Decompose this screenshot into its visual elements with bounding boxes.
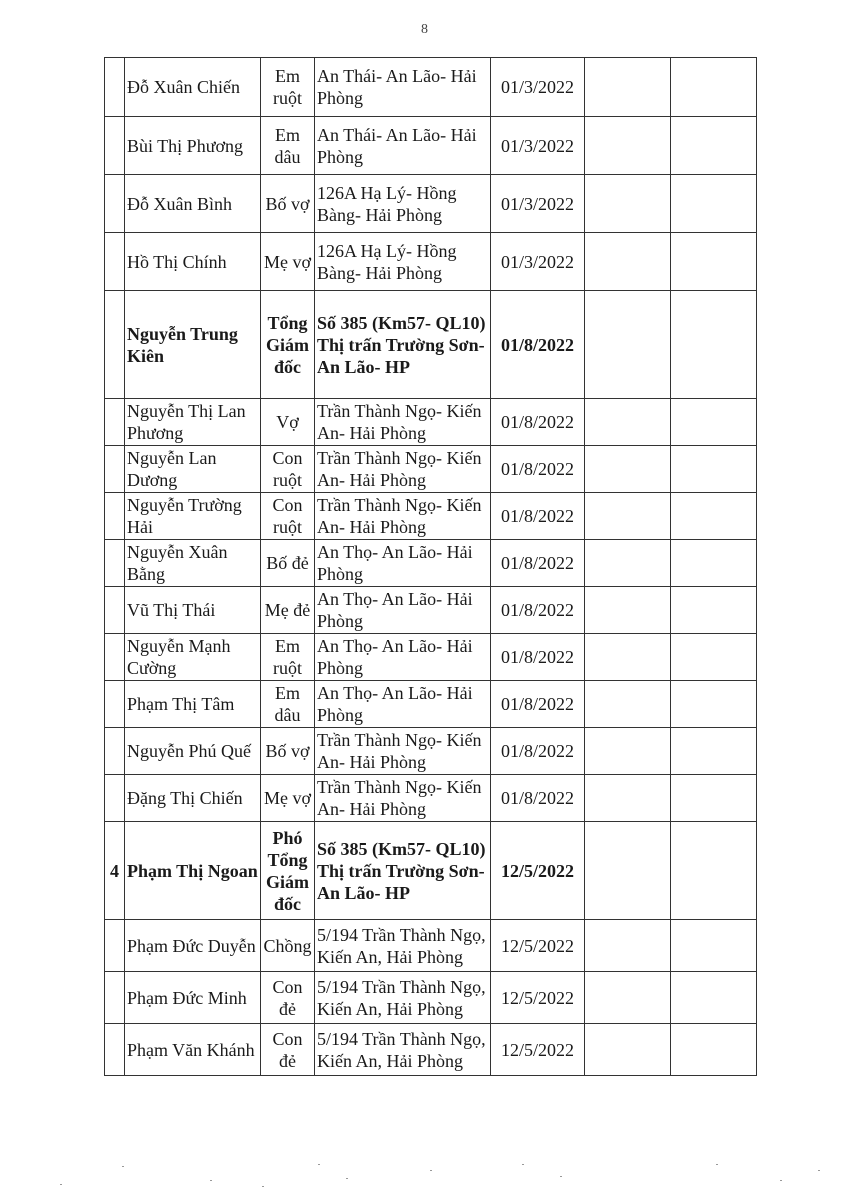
relation-cell: Tổng Giám đốc	[261, 291, 315, 399]
name-cell: Nguyễn Phú Quế	[125, 728, 261, 775]
stt-cell	[105, 920, 125, 972]
name-cell: Bùi Thị Phương	[125, 117, 261, 175]
relation-cell: Phó Tổng Giám đốc	[261, 822, 315, 920]
table-row	[105, 117, 757, 175]
empty-cell	[671, 972, 757, 1024]
name-cell: Phạm Đức Minh	[125, 972, 261, 1024]
table-row	[105, 775, 757, 822]
address-cell: 5/194 Trần Thành Ngọ, Kiến An, Hải Phòng	[315, 972, 491, 1024]
address-cell: An Thọ- An Lão- Hải Phòng	[315, 681, 491, 728]
empty-cell	[585, 972, 671, 1024]
address-cell: An Thọ- An Lão- Hải Phòng	[315, 540, 491, 587]
empty-cell	[585, 58, 671, 117]
relation-cell: Em dâu	[261, 117, 315, 175]
date-cell: 12/5/2022	[491, 1024, 585, 1076]
empty-cell	[671, 920, 757, 972]
date-cell: 01/3/2022	[491, 117, 585, 175]
name-cell: Đỗ Xuân Chiến	[125, 58, 261, 117]
empty-cell	[671, 728, 757, 775]
relation-cell: Mẹ đẻ	[261, 587, 315, 634]
name-cell: Phạm Thị Tâm	[125, 681, 261, 728]
date-cell: 12/5/2022	[491, 920, 585, 972]
stt-cell	[105, 399, 125, 446]
relation-cell: Em dâu	[261, 681, 315, 728]
empty-cell	[671, 681, 757, 728]
address-cell: 5/194 Trần Thành Ngọ, Kiến An, Hải Phòng	[315, 920, 491, 972]
name-cell: Phạm Thị Ngoan	[125, 822, 261, 920]
empty-cell	[671, 634, 757, 681]
relation-cell: Mẹ vợ	[261, 233, 315, 291]
empty-cell	[585, 233, 671, 291]
empty-cell	[585, 399, 671, 446]
empty-cell	[585, 291, 671, 399]
address-cell: Số 385 (Km57- QL10) Thị trấn Trường Sơn- An Lão- HP	[315, 822, 491, 920]
address-cell: An Thọ- An Lão- Hải Phòng	[315, 587, 491, 634]
address-cell: Trần Thành Ngọ- Kiến An- Hải Phòng	[315, 728, 491, 775]
date-cell: 01/8/2022	[491, 540, 585, 587]
empty-cell	[671, 117, 757, 175]
empty-cell	[671, 446, 757, 493]
empty-cell	[671, 291, 757, 399]
name-cell: Nguyễn Trường Hải	[125, 493, 261, 540]
stt-cell	[105, 493, 125, 540]
address-cell: An Thái- An Lão- Hải Phòng	[315, 117, 491, 175]
stt-cell: 4	[105, 822, 125, 920]
empty-cell	[671, 399, 757, 446]
empty-cell	[671, 775, 757, 822]
address-cell: Trần Thành Ngọ- Kiến An- Hải Phòng	[315, 493, 491, 540]
name-cell: Đỗ Xuân Bình	[125, 175, 261, 233]
address-cell: 126A Hạ Lý- Hồng Bàng- Hải Phòng	[315, 175, 491, 233]
address-cell: Số 385 (Km57- QL10) Thị trấn Trường Sơn- An Lão- HP	[315, 291, 491, 399]
stt-cell	[105, 291, 125, 399]
empty-cell	[585, 117, 671, 175]
name-cell: Vũ Thị Thái	[125, 587, 261, 634]
address-cell: 5/194 Trần Thành Ngọ, Kiến An, Hải Phòng	[315, 1024, 491, 1076]
empty-cell	[585, 634, 671, 681]
date-cell: 12/5/2022	[491, 972, 585, 1024]
empty-cell	[585, 1024, 671, 1076]
table-row	[105, 446, 757, 493]
stt-cell	[105, 681, 125, 728]
stt-cell	[105, 1024, 125, 1076]
name-cell: Phạm Văn Khánh	[125, 1024, 261, 1076]
relation-cell: Bố vợ	[261, 728, 315, 775]
empty-cell	[585, 775, 671, 822]
empty-cell	[671, 233, 757, 291]
empty-cell	[585, 681, 671, 728]
empty-cell	[585, 540, 671, 587]
empty-cell	[585, 920, 671, 972]
relation-cell: Em ruột	[261, 58, 315, 117]
empty-cell	[585, 587, 671, 634]
date-cell: 12/5/2022	[491, 822, 585, 920]
date-cell: 01/8/2022	[491, 493, 585, 540]
table-row	[105, 175, 757, 233]
date-cell: 01/8/2022	[491, 681, 585, 728]
relation-cell: Vợ	[261, 399, 315, 446]
relation-cell: Mẹ vợ	[261, 775, 315, 822]
date-cell: 01/3/2022	[491, 175, 585, 233]
table-row	[105, 920, 757, 972]
relation-cell: Con ruột	[261, 446, 315, 493]
table-row	[105, 972, 757, 1024]
relation-cell: Bố vợ	[261, 175, 315, 233]
stt-cell	[105, 728, 125, 775]
stt-cell	[105, 540, 125, 587]
date-cell: 01/3/2022	[491, 58, 585, 117]
name-cell: Nguyễn Lan Dương	[125, 446, 261, 493]
page-number: 8	[421, 22, 428, 37]
table-row	[105, 58, 757, 117]
related-persons-table	[104, 57, 757, 1076]
stt-cell	[105, 58, 125, 117]
stt-cell	[105, 117, 125, 175]
stt-cell	[105, 775, 125, 822]
stt-cell	[105, 233, 125, 291]
empty-cell	[671, 58, 757, 117]
name-cell: Phạm Đức Duyễn	[125, 920, 261, 972]
relation-cell: Con đẻ	[261, 1024, 315, 1076]
stt-cell	[105, 175, 125, 233]
name-cell: Nguyễn Xuân Bằng	[125, 540, 261, 587]
scan-noise	[0, 1150, 849, 1190]
table-row	[105, 1024, 757, 1076]
empty-cell	[671, 175, 757, 233]
table-row	[105, 728, 757, 775]
address-cell: An Thái- An Lão- Hải Phòng	[315, 58, 491, 117]
stt-cell	[105, 634, 125, 681]
date-cell: 01/8/2022	[491, 775, 585, 822]
table-row	[105, 291, 757, 399]
empty-cell	[671, 1024, 757, 1076]
table-row	[105, 681, 757, 728]
address-cell: Trần Thành Ngọ- Kiến An- Hải Phòng	[315, 399, 491, 446]
table-row	[105, 587, 757, 634]
stt-cell	[105, 972, 125, 1024]
empty-cell	[671, 540, 757, 587]
address-cell: An Thọ- An Lão- Hải Phòng	[315, 634, 491, 681]
address-cell: Trần Thành Ngọ- Kiến An- Hải Phòng	[315, 775, 491, 822]
date-cell: 01/8/2022	[491, 399, 585, 446]
date-cell: 01/8/2022	[491, 587, 585, 634]
date-cell: 01/8/2022	[491, 291, 585, 399]
date-cell: 01/8/2022	[491, 446, 585, 493]
relation-cell: Bố đẻ	[261, 540, 315, 587]
name-cell: Đặng Thị Chiến	[125, 775, 261, 822]
empty-cell	[671, 493, 757, 540]
empty-cell	[585, 175, 671, 233]
relation-cell: Con đẻ	[261, 972, 315, 1024]
table-row	[105, 822, 757, 920]
stt-cell	[105, 446, 125, 493]
relation-cell: Chồng	[261, 920, 315, 972]
date-cell: 01/8/2022	[491, 728, 585, 775]
stt-cell	[105, 587, 125, 634]
name-cell: Nguyễn Mạnh Cường	[125, 634, 261, 681]
empty-cell	[671, 587, 757, 634]
date-cell: 01/3/2022	[491, 233, 585, 291]
date-cell: 01/8/2022	[491, 634, 585, 681]
empty-cell	[585, 446, 671, 493]
table-body	[105, 58, 757, 1076]
table-row	[105, 399, 757, 446]
address-cell: 126A Hạ Lý- Hồng Bàng- Hải Phòng	[315, 233, 491, 291]
name-cell: Nguyễn Trung Kiên	[125, 291, 261, 399]
relation-cell: Em ruột	[261, 634, 315, 681]
empty-cell	[585, 822, 671, 920]
table-row	[105, 493, 757, 540]
relation-cell: Con ruột	[261, 493, 315, 540]
empty-cell	[585, 493, 671, 540]
empty-cell	[585, 728, 671, 775]
name-cell: Nguyễn Thị Lan Phương	[125, 399, 261, 446]
table-row	[105, 540, 757, 587]
table-row	[105, 634, 757, 681]
table-row	[105, 233, 757, 291]
address-cell: Trần Thành Ngọ- Kiến An- Hải Phòng	[315, 446, 491, 493]
empty-cell	[671, 822, 757, 920]
name-cell: Hồ Thị Chính	[125, 233, 261, 291]
